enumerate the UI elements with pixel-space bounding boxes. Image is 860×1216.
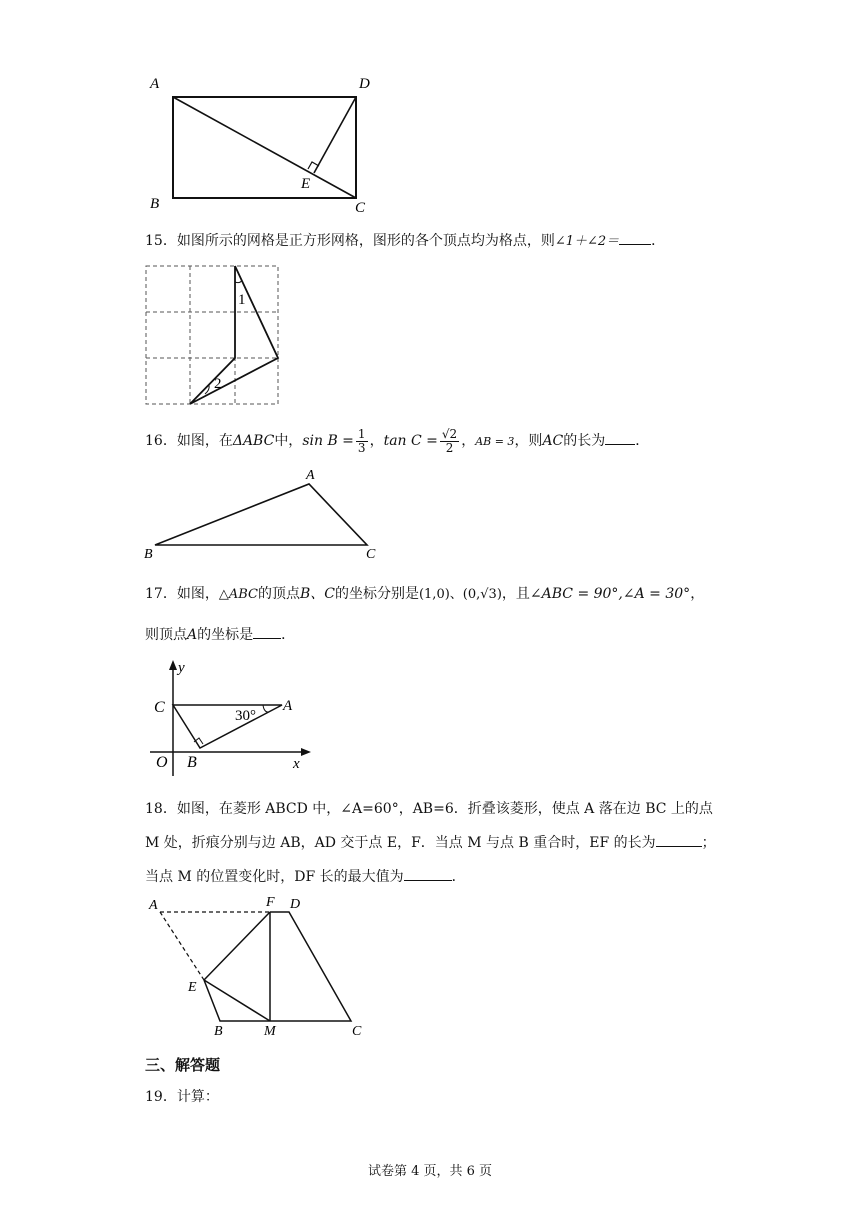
angle-1-label: 1 <box>238 292 246 308</box>
period: ． <box>651 233 666 249</box>
text: 如图，在 <box>176 433 233 449</box>
text: 中， <box>274 433 303 449</box>
tan-c: tan C = <box>383 433 438 449</box>
y-axis-label: y <box>178 660 185 676</box>
question-number: 15． <box>145 233 177 249</box>
label-f: F <box>266 895 275 910</box>
line-1: 18．如图，在菱形 ABCD 中，∠A=60°，AB=6．折叠该菱形，使点 A 落在边 BC 上的点 <box>145 801 713 817</box>
label-c: C <box>352 1024 362 1038</box>
label-b: B <box>144 547 153 562</box>
question-15 <box>145 230 665 252</box>
x-axis-label: x <box>293 756 300 772</box>
angle-label: 30° <box>235 708 256 724</box>
coordinates: (1,0)、(0,√3) <box>418 587 502 602</box>
answer-blank-df <box>404 866 452 881</box>
question-17: 17．如图，△ABC的顶点B、C的坐标分别是(1,0)、(0,√3)，且∠ABC = 90°,∠A = 30°， <box>145 586 705 602</box>
question-16: 16．如图，在ΔABC中，sin B = $\frac{1}{3}$ ，tan C = $\frac{√2}{2}$ ，AB = 3，则AC的长为 ． <box>145 426 650 455</box>
figure-rhombus <box>140 890 380 1038</box>
figure-triangle-abc <box>140 465 390 565</box>
angle-2-label: 2 <box>214 376 222 392</box>
question-18 <box>145 792 716 894</box>
label-b: B <box>150 196 160 212</box>
label-c: C <box>355 200 366 216</box>
conditions: ∠ABC = 90°,∠A = 30° <box>529 586 691 602</box>
question-text: 如图所示的网格是正方形网格，图形的各个顶点均为格点，则 <box>176 233 555 249</box>
label-b: B <box>187 754 197 771</box>
label-a: A <box>306 468 315 483</box>
rhombus-sides <box>204 912 351 1021</box>
answer-blank-ef <box>656 832 702 847</box>
label-c: C <box>366 547 376 562</box>
fraction-1-3: $\frac{1}{3}$ <box>357 426 366 455</box>
figure-coordinate <box>145 656 325 776</box>
section-heading: 三、解答题 <box>145 1056 221 1074</box>
label-d: D <box>290 897 301 912</box>
triangle <box>155 484 367 545</box>
ac: AC <box>542 433 564 449</box>
triangle-name: △ABC <box>218 587 258 602</box>
answer-blank <box>253 624 281 639</box>
label-a: A <box>283 698 293 714</box>
label-b: B <box>214 1024 223 1038</box>
figure-rectangle <box>140 70 380 220</box>
label-e: E <box>188 980 197 995</box>
segment-de <box>314 97 356 173</box>
label-m: M <box>264 1024 276 1038</box>
page-footer: 试卷第 4 页，共 6 页 <box>367 1164 493 1179</box>
question-number: 16． <box>145 433 177 449</box>
label-e: E <box>301 176 311 192</box>
label-d: D <box>359 76 370 92</box>
question-19: 19．计算： <box>145 1089 219 1105</box>
label-a: A <box>149 898 158 913</box>
question-17-line2: 则顶点A的坐标是 ． <box>145 624 295 645</box>
answer-blank <box>605 430 635 445</box>
ab-length: AB = 3 <box>475 435 515 448</box>
origin-label: O <box>156 754 168 771</box>
sin-b: sin B = <box>302 433 354 449</box>
label-c: C <box>154 699 165 716</box>
label-a: A <box>150 76 160 92</box>
answer-blank <box>619 230 651 245</box>
expression: ∠1＋∠2＝ <box>554 234 620 249</box>
triangle-name: ΔABC <box>232 433 275 449</box>
fraction-root2-2: $\frac{√2}{2}$ <box>441 426 458 455</box>
figure-outline <box>190 266 278 404</box>
line-2: M 处，折痕分别与边 AB，AD 交于点 E，F．当点 M 与点 B 重合时，EF 的长为 ； <box>145 826 716 860</box>
line-3: 当点 M 的位置变化时，DF 长的最大值为 ． <box>145 860 716 894</box>
figure-grid <box>140 260 290 412</box>
